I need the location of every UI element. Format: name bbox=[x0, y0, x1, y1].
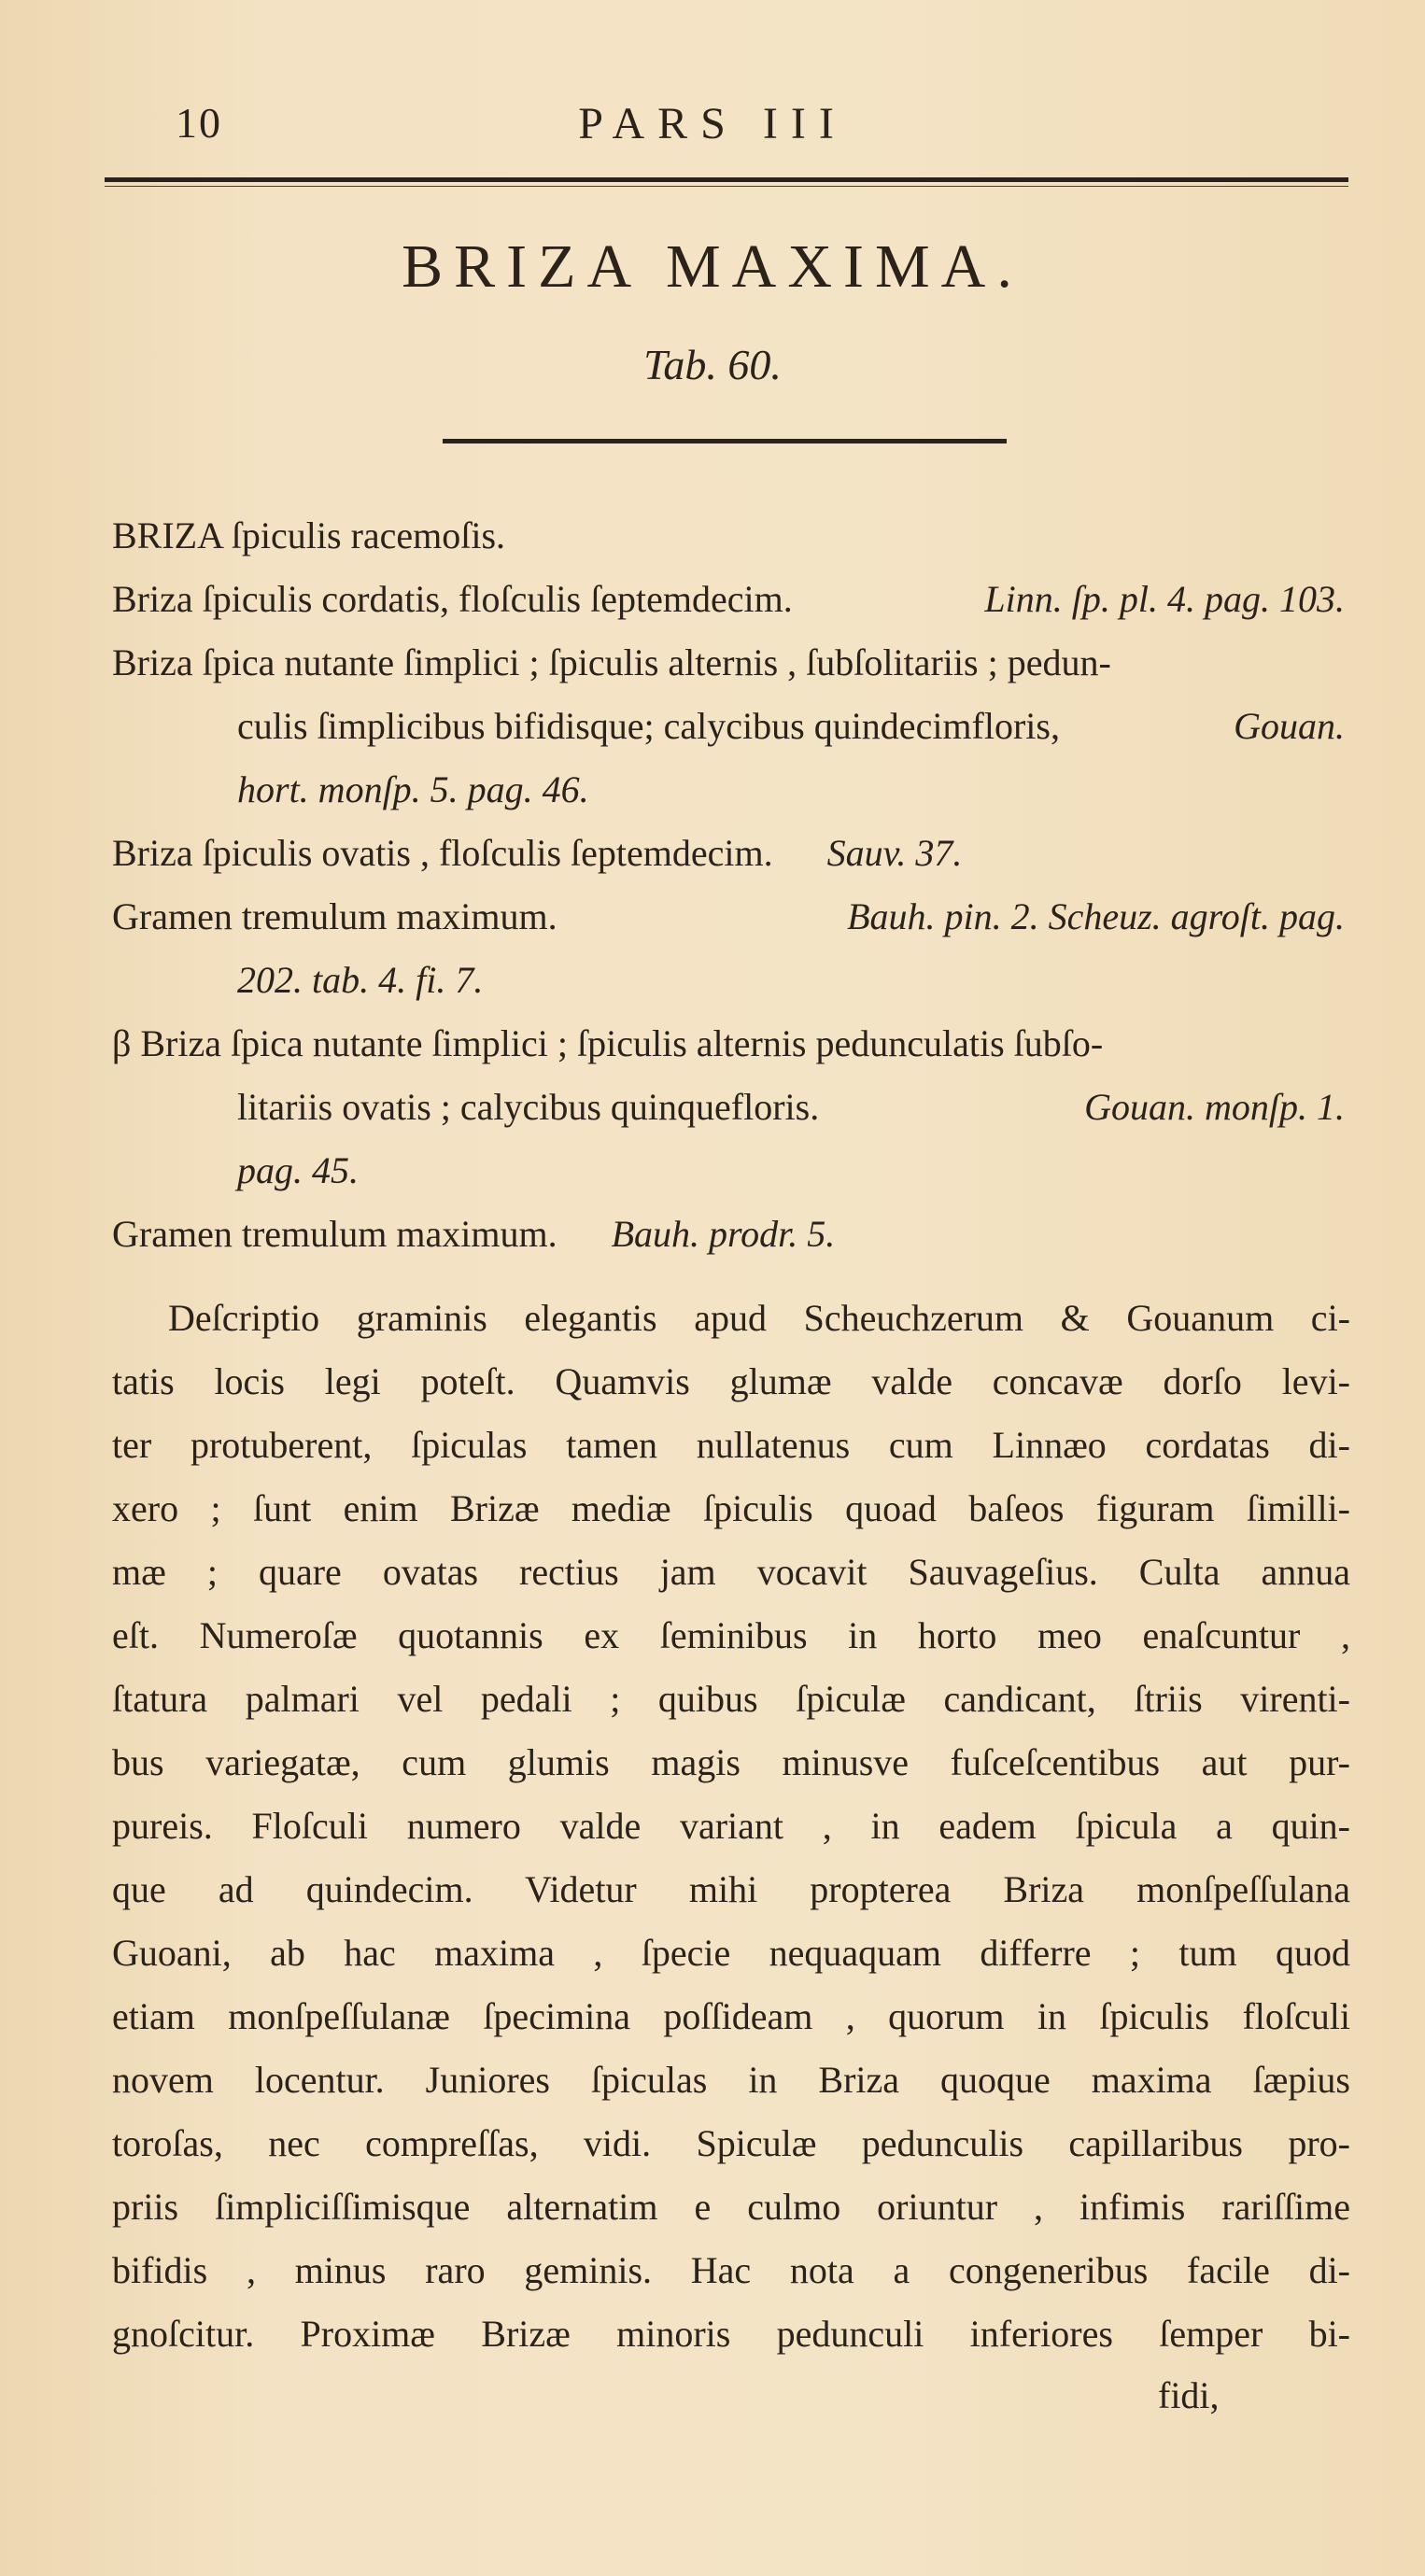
species-title: BRIZA MAXIMA. bbox=[402, 232, 1023, 301]
page-number: 10 bbox=[176, 99, 222, 147]
text-line: ter protuberent, ſpiculas tamen nullatenus cum Linnæo cordatas di- bbox=[112, 1424, 1350, 1466]
text-line: xero ; ſunt enim Brizæ mediæ ſpiculis quoad baſeos figuram ſimilli- bbox=[112, 1487, 1350, 1529]
synonym-line bbox=[112, 504, 1345, 568]
synonym-line bbox=[112, 885, 1345, 949]
text-line: ſtatura palmari vel pedali ; quibus ſpiculæ candicant, ſtriis virenti- bbox=[112, 1678, 1350, 1720]
header-rule-thin bbox=[105, 186, 1348, 187]
text-line: Deſcriptio graminis elegantis apud Scheuchzerum & Gouanum ci- bbox=[168, 1297, 1350, 1339]
synonym-line bbox=[112, 949, 1345, 1012]
synonym-line bbox=[112, 695, 1345, 758]
synonym-text: Briza ſpiculis ovatis , floſculis ſeptemdecim. bbox=[112, 832, 773, 874]
synonym-text: β Briza ſpica nutante ſimplici ; ſpiculis alternis pedunculatis ſubſo- bbox=[112, 1022, 1104, 1064]
synonym-reference: Bauh. pin. 2. Scheuz. agroſt. pag. bbox=[847, 895, 1345, 937]
synonym-reference: Linn. ſp. pl. 4. pag. 103. bbox=[984, 578, 1345, 620]
synonym-text: Gramen tremulum maximum. bbox=[112, 1213, 557, 1255]
synonym-text: Briza ſpica nutante ſimplici ; ſpiculis alternis , ſubſolitariis ; pedun- bbox=[112, 641, 1111, 683]
synonym-text: litariis ovatis ; calycibus quinquefloris. bbox=[237, 1086, 820, 1128]
synonym-line bbox=[112, 631, 1345, 695]
synonym-reference: hort. monſp. 5. pag. 46. bbox=[237, 768, 589, 810]
text-line: Guoani, ab hac maxima , ſpecie nequaquam differre ; tum quod bbox=[112, 1932, 1350, 1974]
text-line: tatis locis legi poteſt. Quamvis glumæ valde concavæ dorſo levi- bbox=[112, 1360, 1350, 1402]
text-line: que ad quindecim. Videtur mihi propterea Briza monſpeſſulana bbox=[112, 1868, 1350, 1910]
text-line: toroſas, nec compreſſas, vidi. Spiculæ pedunculis capillaribus pro- bbox=[112, 2122, 1350, 2164]
section-heading: PARS III bbox=[578, 99, 847, 148]
text-line: eſt. Numeroſæ quotannis ex ſeminibus in horto meo enaſcuntur , bbox=[112, 1614, 1350, 1656]
synonym-reference: Gouan. bbox=[1234, 705, 1345, 747]
title-rule bbox=[443, 439, 1007, 443]
synonym-line bbox=[112, 1139, 1345, 1203]
running-head bbox=[0, 98, 1425, 154]
text-line: bus variegatæ, cum glumis magis minusve fuſceſcentibus aut pur- bbox=[112, 1741, 1350, 1783]
text-line: priis ſimpliciſſimisque alternatim e culmo oriuntur , infimis rariſſime bbox=[112, 2186, 1350, 2228]
description-paragraph bbox=[112, 1287, 1350, 2366]
text-line: gnoſcitur. Proximæ Brizæ minoris pedunculi inferiores ſemper bi- bbox=[112, 2313, 1350, 2355]
synonym-reference: Bauh. prodr. 5. bbox=[611, 1213, 836, 1255]
synonym-line bbox=[112, 1012, 1345, 1076]
synonym-text: BRIZA ſpiculis racemoſis. bbox=[112, 514, 506, 556]
text-line: novem locentur. Juniores ſpiculas in Briza quoque maxima ſæpius bbox=[112, 2059, 1350, 2101]
text-line: etiam monſpeſſulanæ ſpecimina poſſideam , quorum in ſpiculis floſculi bbox=[112, 1995, 1350, 2037]
synonym-reference: Sauv. 37. bbox=[826, 832, 963, 874]
text-line: bifidis , minus raro geminis. Hac nota a congeneribus facile di- bbox=[112, 2249, 1350, 2291]
plate-reference: Tab. 60. bbox=[643, 341, 782, 388]
synonym-reference: pag. 45. bbox=[237, 1149, 359, 1191]
text-line: pureis. Floſculi numero valde variant , in eadem ſpicula a quin- bbox=[112, 1805, 1350, 1847]
synonym-reference: Gouan. monſp. 1. bbox=[1084, 1086, 1345, 1128]
synonym-line bbox=[112, 1076, 1345, 1139]
text-line: mæ ; quare ovatas rectius jam vocavit Sauvageſius. Culta annua bbox=[112, 1551, 1350, 1593]
synonym-text: Briza ſpiculis cordatis, floſculis ſeptemdecim. bbox=[112, 578, 793, 620]
synonym-reference: 202. tab. 4. fi. 7. bbox=[237, 959, 484, 1001]
synonym-line bbox=[112, 1203, 1345, 1266]
synonym-line bbox=[112, 758, 1345, 822]
synonym-line bbox=[112, 568, 1345, 631]
synonym-line bbox=[112, 822, 1345, 885]
synonym-text: culis ſimplicibus bifidisque; calycibus quindecimfloris, bbox=[237, 705, 1060, 747]
synonym-text: Gramen tremulum maximum. bbox=[112, 895, 557, 937]
catchword: fidi, bbox=[1158, 2374, 1220, 2416]
header-rule bbox=[105, 177, 1348, 182]
